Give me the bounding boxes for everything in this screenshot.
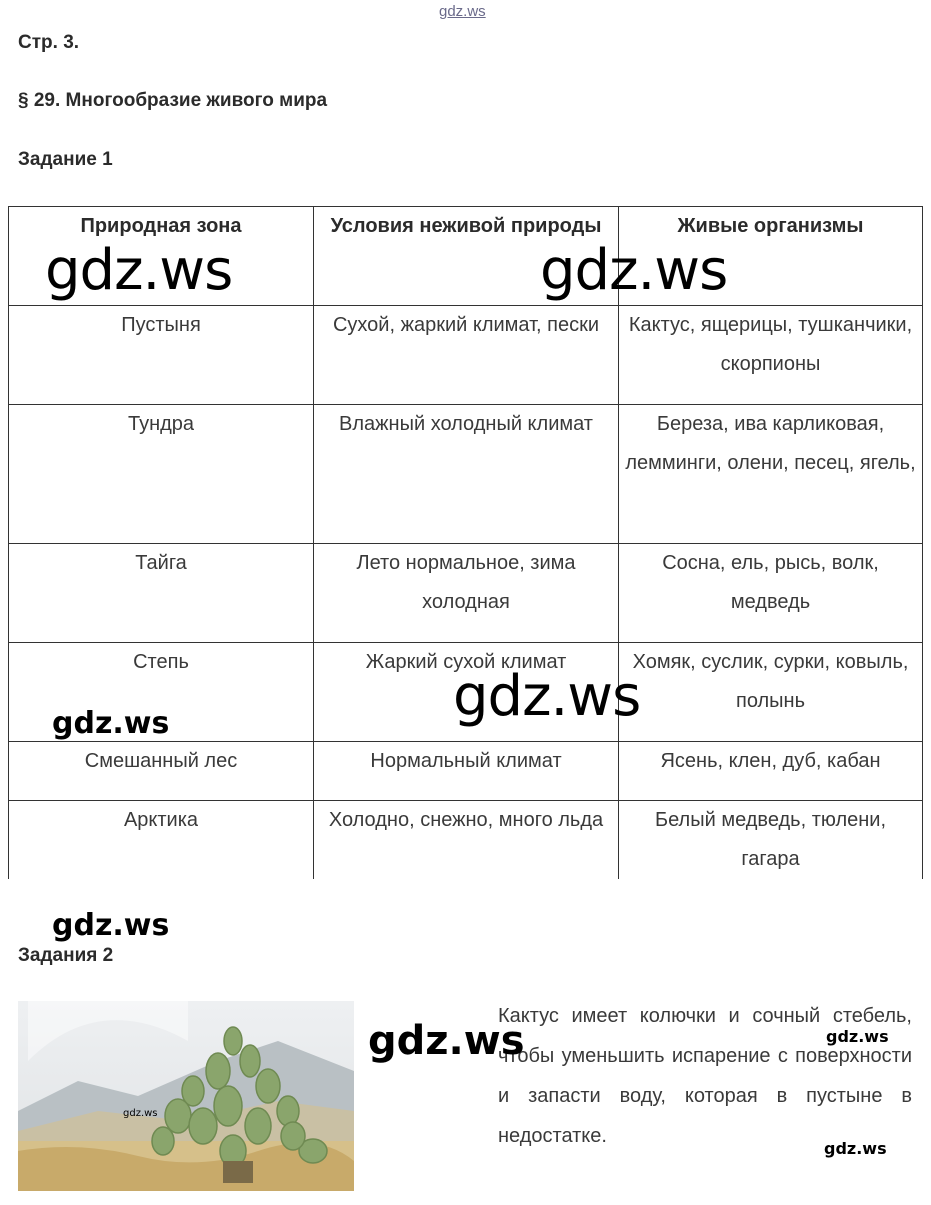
watermark-text: gdz.ws: [826, 1027, 889, 1046]
table-header-cell: Условия неживой природы: [314, 207, 619, 306]
table-cell: Тундра: [9, 405, 314, 544]
table-cell: Лето нормальное, зима холодная: [314, 544, 619, 643]
table-cell: Ясень, клен, дуб, кабан: [619, 742, 923, 801]
table-cell: Смешанный лес: [9, 742, 314, 801]
page-label: Стр. 3.: [18, 32, 80, 53]
table-cell: Сосна, ель, рысь, волк, медведь: [619, 544, 923, 643]
table-row: [9, 544, 923, 643]
watermark-text: gdz.ws: [52, 908, 170, 943]
task2-text: Кактус имеет колючки и сочный стебель, чтобы уменьшить испарение с поверхности и запасти воду, которая в пустыне в недостатке.: [498, 1005, 912, 1147]
table-header-cell: Живые организмы: [619, 207, 923, 306]
task2-title: Задания 2: [18, 945, 114, 966]
table-cell: Влажный холодный климат: [314, 405, 619, 544]
watermark-text: gdz.ws: [540, 238, 728, 303]
table-cell: Кактус, ящерицы, тушканчики, скорпионы: [619, 306, 923, 405]
cactus-photo: [18, 1001, 354, 1191]
watermark-text: gdz.ws: [45, 238, 233, 303]
watermark-text: gdz.ws: [123, 1108, 158, 1119]
table-cell: Хомяк, суслик, сурки, ковыль, полынь: [619, 643, 923, 742]
table-cell: Жаркий сухой климат: [314, 643, 619, 742]
table-row: [9, 405, 923, 544]
top-watermark-link: gdz.ws: [439, 3, 486, 20]
table-header-cell: Природная зона: [9, 207, 314, 306]
table-cell: Береза, ива карликовая, лемминги, олени, песец, ягель,: [619, 405, 923, 544]
nature-zones-table: [8, 206, 923, 879]
table-cell: Белый медведь, тюлени, гагара: [619, 801, 923, 880]
table-cell: Нормальный климат: [314, 742, 619, 801]
watermark-text: gdz.ws: [368, 1018, 525, 1064]
watermark-text: gdz.ws: [453, 664, 641, 729]
table-cell: Сухой, жаркий климат, пески: [314, 306, 619, 405]
task1-title: Задание 1: [18, 149, 113, 170]
table-cell: Арктика: [9, 801, 314, 880]
table-cell: Холодно, снежно, много льда: [314, 801, 619, 880]
section-title: § 29. Многообразие живого мира: [18, 90, 328, 111]
watermark-text: gdz.ws: [824, 1139, 887, 1158]
table-cell: Степь: [9, 643, 314, 742]
table-cell: Пустыня: [9, 306, 314, 405]
table-row: [9, 801, 923, 880]
table-row: [9, 306, 923, 405]
table-row: [9, 742, 923, 801]
table-cell: Тайга: [9, 544, 314, 643]
watermark-text: gdz.ws: [52, 706, 170, 741]
